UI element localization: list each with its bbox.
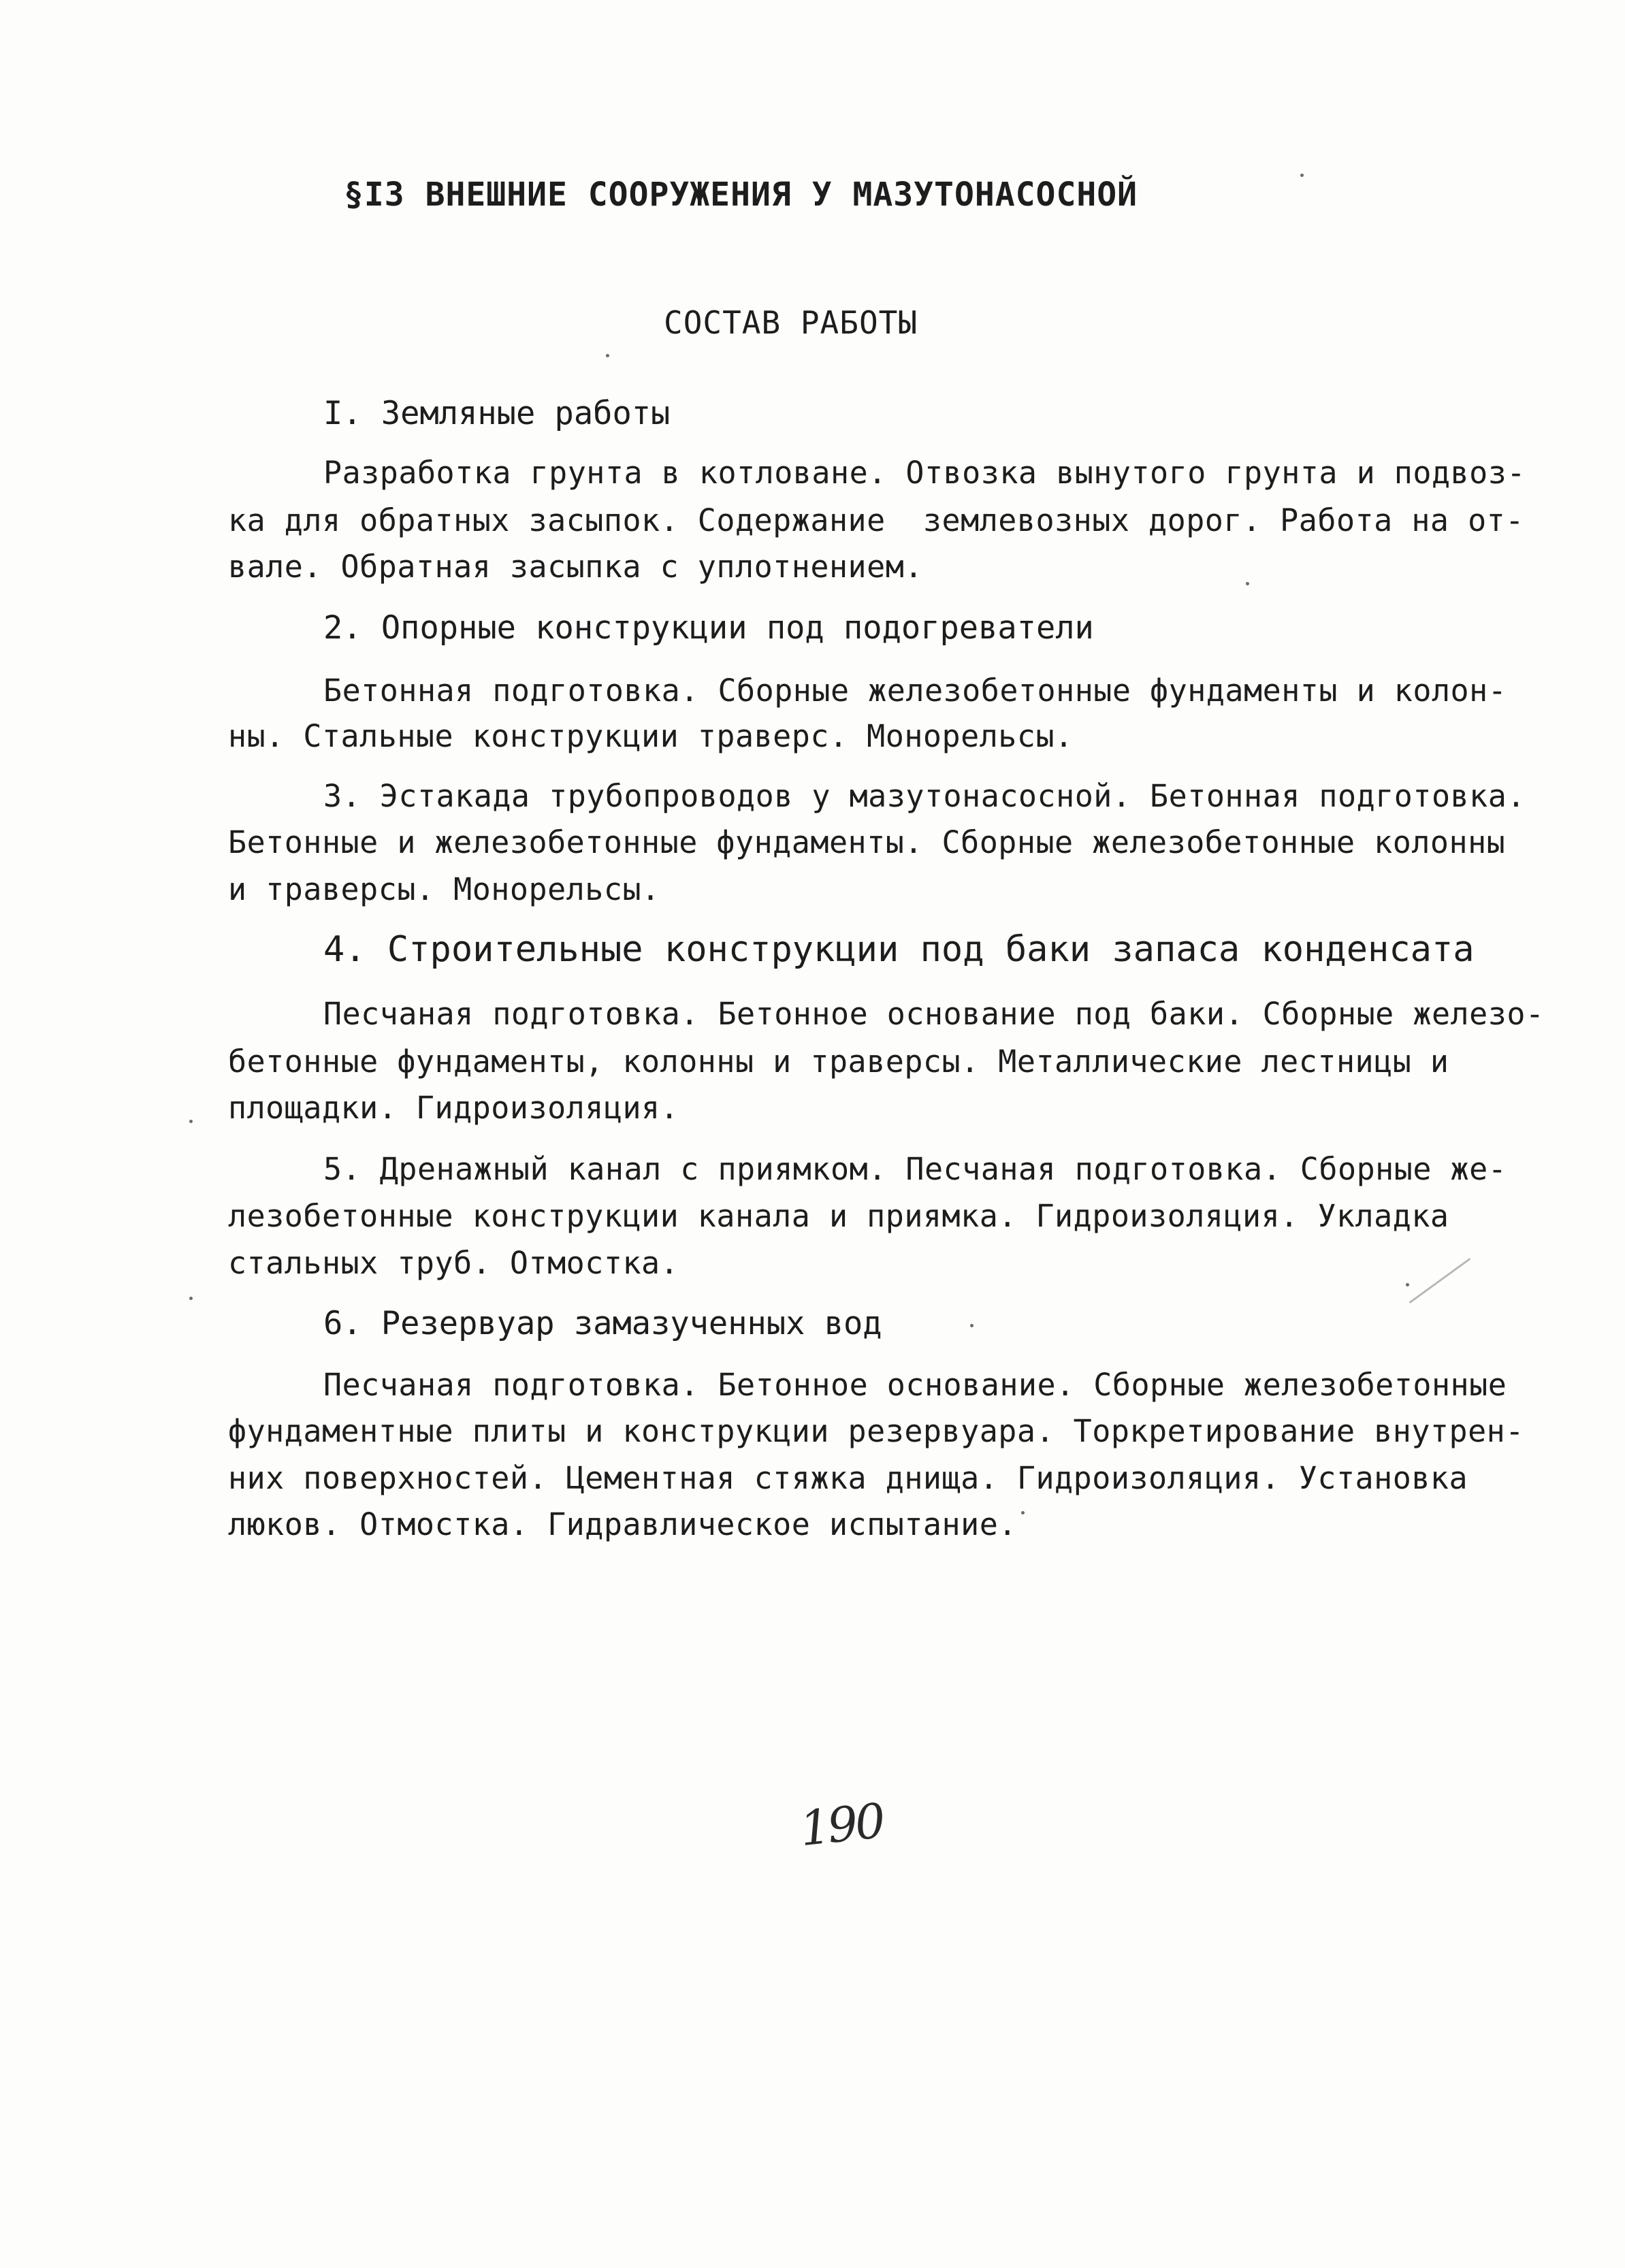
section-1-line-1: Разработка грунта в котловане. Отвозка вынутого грунта и подвоз-	[323, 455, 1526, 491]
section-5-line-2: лезобетонные конструкции канала и приямка. Гидроизоляция. Укладка	[228, 1198, 1449, 1234]
section-6-line-1: Песчаная подготовка. Бетонное основание. Сборные железобетонные	[323, 1367, 1507, 1403]
section-title: §I3 ВНЕШНИЕ СООРУЖЕНИЯ У МАЗУТОНАСОСНОЙ	[344, 176, 1138, 214]
section-2-line-1: Бетонная подготовка. Сборные железобетонные фундаменты и колон-	[323, 673, 1507, 709]
section-1-line-2: ка для обратных засыпок. Содержание землевозных дорог. Работа на от-	[228, 502, 1524, 538]
section-1-heading: I. Земляные работы	[323, 395, 671, 432]
section-6-line-3: них поверхностей. Цементная стяжка днища. Гидроизоляция. Установка	[228, 1460, 1468, 1496]
scan-speck	[606, 354, 609, 357]
section-4-heading: 4. Строительные конструкции под баки запаса конденсата	[323, 929, 1475, 970]
section-3-line-3: и траверсы. Монорельсы.	[228, 871, 660, 907]
section-4-line-3: площадки. Гидроизоляция.	[228, 1090, 679, 1126]
section-4-line-2: бетонные фундаменты, колонны и траверсы. Металлические лестницы и	[228, 1043, 1449, 1080]
section-6-line-4: люков. Отмостка. Гидравлическое испытание.	[228, 1506, 1017, 1542]
section-3-line-1: 3. Эстакада трубопроводов у мазутонасосной. Бетонная подготовка.	[323, 778, 1526, 814]
scan-speck	[1246, 582, 1249, 585]
scan-scratch	[1409, 1258, 1471, 1303]
section-6-heading: 6. Резервуар замазученных вод	[323, 1305, 882, 1342]
scan-speck	[189, 1297, 193, 1300]
scan-speck	[1406, 1283, 1409, 1286]
scan-speck	[1300, 174, 1304, 177]
handwritten-page-number: 190	[797, 1792, 886, 1858]
work-composition-subtitle: СОСТАВ РАБОТЫ	[664, 304, 918, 341]
section-5-line-1: 5. Дренажный канал с приямком. Песчаная подготовка. Сборные же-	[323, 1151, 1507, 1187]
scan-speck	[1021, 1511, 1025, 1514]
scan-speck	[189, 1120, 193, 1123]
section-2-line-2: ны. Стальные конструкции траверс. Монорельсы.	[228, 718, 1074, 754]
section-3-line-2: Бетонные и железобетонные фундаменты. Сборные железобетонные колонны	[228, 824, 1506, 860]
section-2-heading: 2. Опорные конструкции под подогреватели	[323, 609, 1094, 647]
section-5-line-3: стальных труб. Отмостка.	[228, 1245, 679, 1281]
section-1-line-3: вале. Обратная засыпка с уплотнением.	[228, 549, 923, 585]
section-4-line-1: Песчаная подготовка. Бетонное основание под баки. Сборные железо-	[323, 996, 1545, 1032]
section-6-line-2: фундаментные плиты и конструкции резервуара. Торкретирование внутрен-	[228, 1413, 1524, 1449]
scan-speck	[970, 1324, 974, 1327]
